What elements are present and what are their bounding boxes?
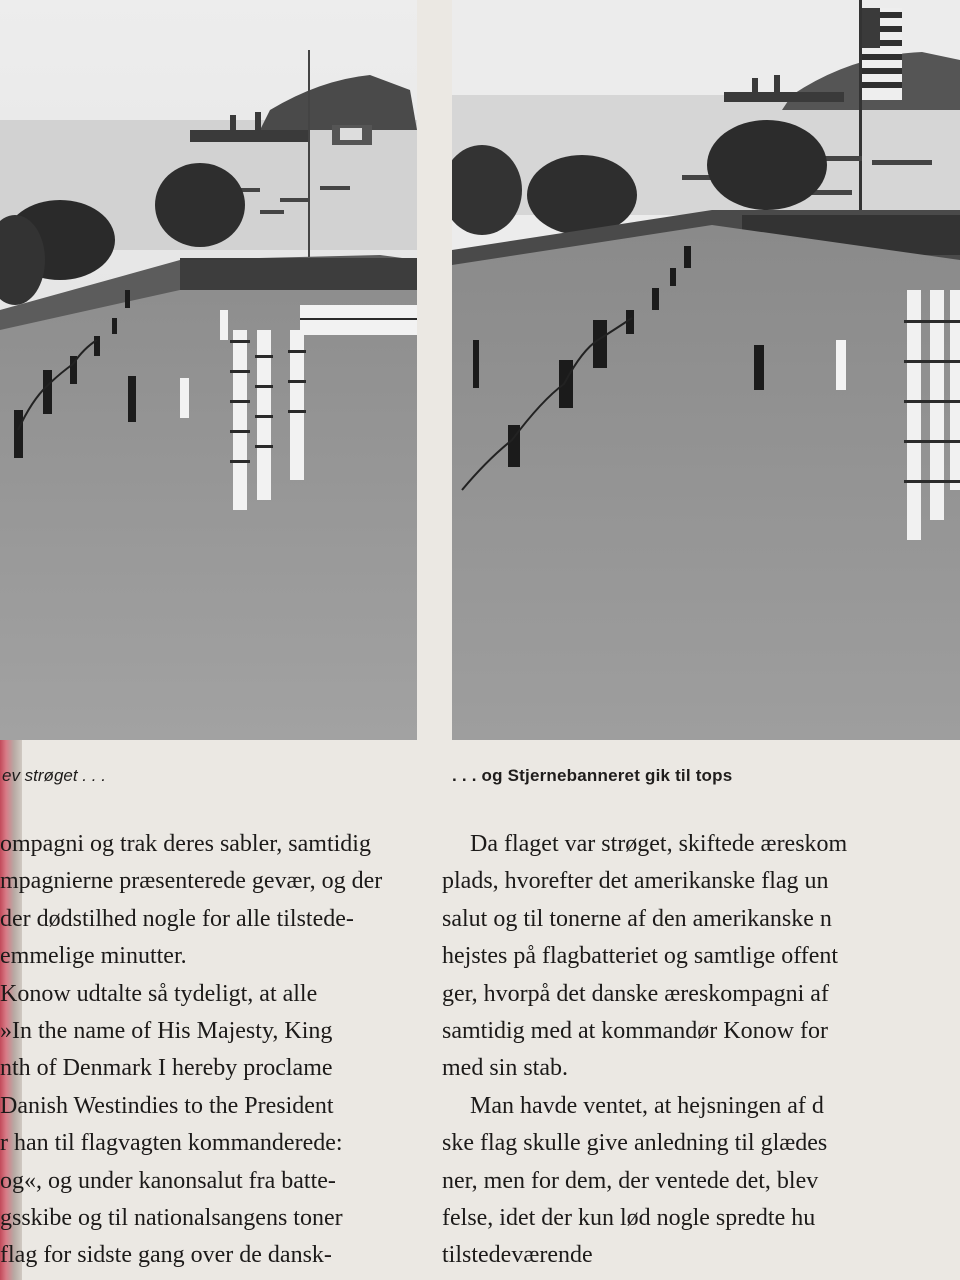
text-line: ger, hvorpå det danske æreskompagni af	[442, 980, 829, 1007]
text-line: Man havde ventet, at hejsningen af d	[470, 1092, 824, 1119]
text-line: og«, og under kanonsalut fra batte-	[0, 1167, 336, 1194]
text-line: salut og til tonerne af den amerikanske n	[442, 905, 832, 932]
us-flag	[862, 8, 902, 100]
text-line: hejstes på flagbatteriet og samtlige offent	[442, 943, 839, 970]
text-line: samtidig med at kommandør Konow for	[442, 1017, 828, 1044]
text-line: plads, hvorefter det amerikanske flag un	[442, 868, 829, 895]
text-line: felse, idet der kun lød nogle spredte hu	[442, 1204, 816, 1231]
caption-left: ev strøget . . .	[2, 766, 106, 785]
text-column-left	[0, 826, 410, 1280]
text-line: ompagni og trak deres sabler, samtidig	[0, 831, 371, 857]
text-line: der dødstilhed nogle for alle tilstede-	[0, 905, 354, 932]
text-line: Konow udtalte så tydeligt, at alle	[0, 980, 318, 1007]
text-line: r han til flagvagten kommanderede:	[0, 1130, 343, 1157]
text-line: gsskibe og til nationalsangens toner	[0, 1204, 343, 1231]
text-line: ske flag skulle give anledning til glædes	[442, 1130, 828, 1157]
text-line: tilstedeværende	[442, 1242, 593, 1269]
text-column-right	[442, 826, 960, 1280]
text-line: Danish Westindies to the President	[0, 1092, 334, 1119]
text-line: Da flaget var strøget, skiftede æreskom	[470, 831, 848, 857]
caption-right: . . . og Stjernebanneret gik til tops	[452, 766, 733, 785]
text-line: emmelige minutter.	[0, 943, 187, 970]
photo-flag-lowered	[0, 0, 417, 740]
photo-flag-raised	[452, 0, 960, 740]
text-line: flag for sidste gang over de dansk-	[0, 1242, 332, 1269]
text-line: nth of Denmark I hereby proclame	[0, 1055, 333, 1082]
text-line: ner, men for dem, der ventede det, blev	[442, 1167, 819, 1194]
text-line: med sin stab.	[442, 1055, 568, 1082]
text-line: mpagnierne præsenterede gevær, og der	[0, 868, 383, 895]
photo-left-image	[0, 0, 417, 740]
text-line: »In the name of His Majesty, King	[0, 1017, 333, 1044]
photo-right-image	[452, 0, 960, 740]
